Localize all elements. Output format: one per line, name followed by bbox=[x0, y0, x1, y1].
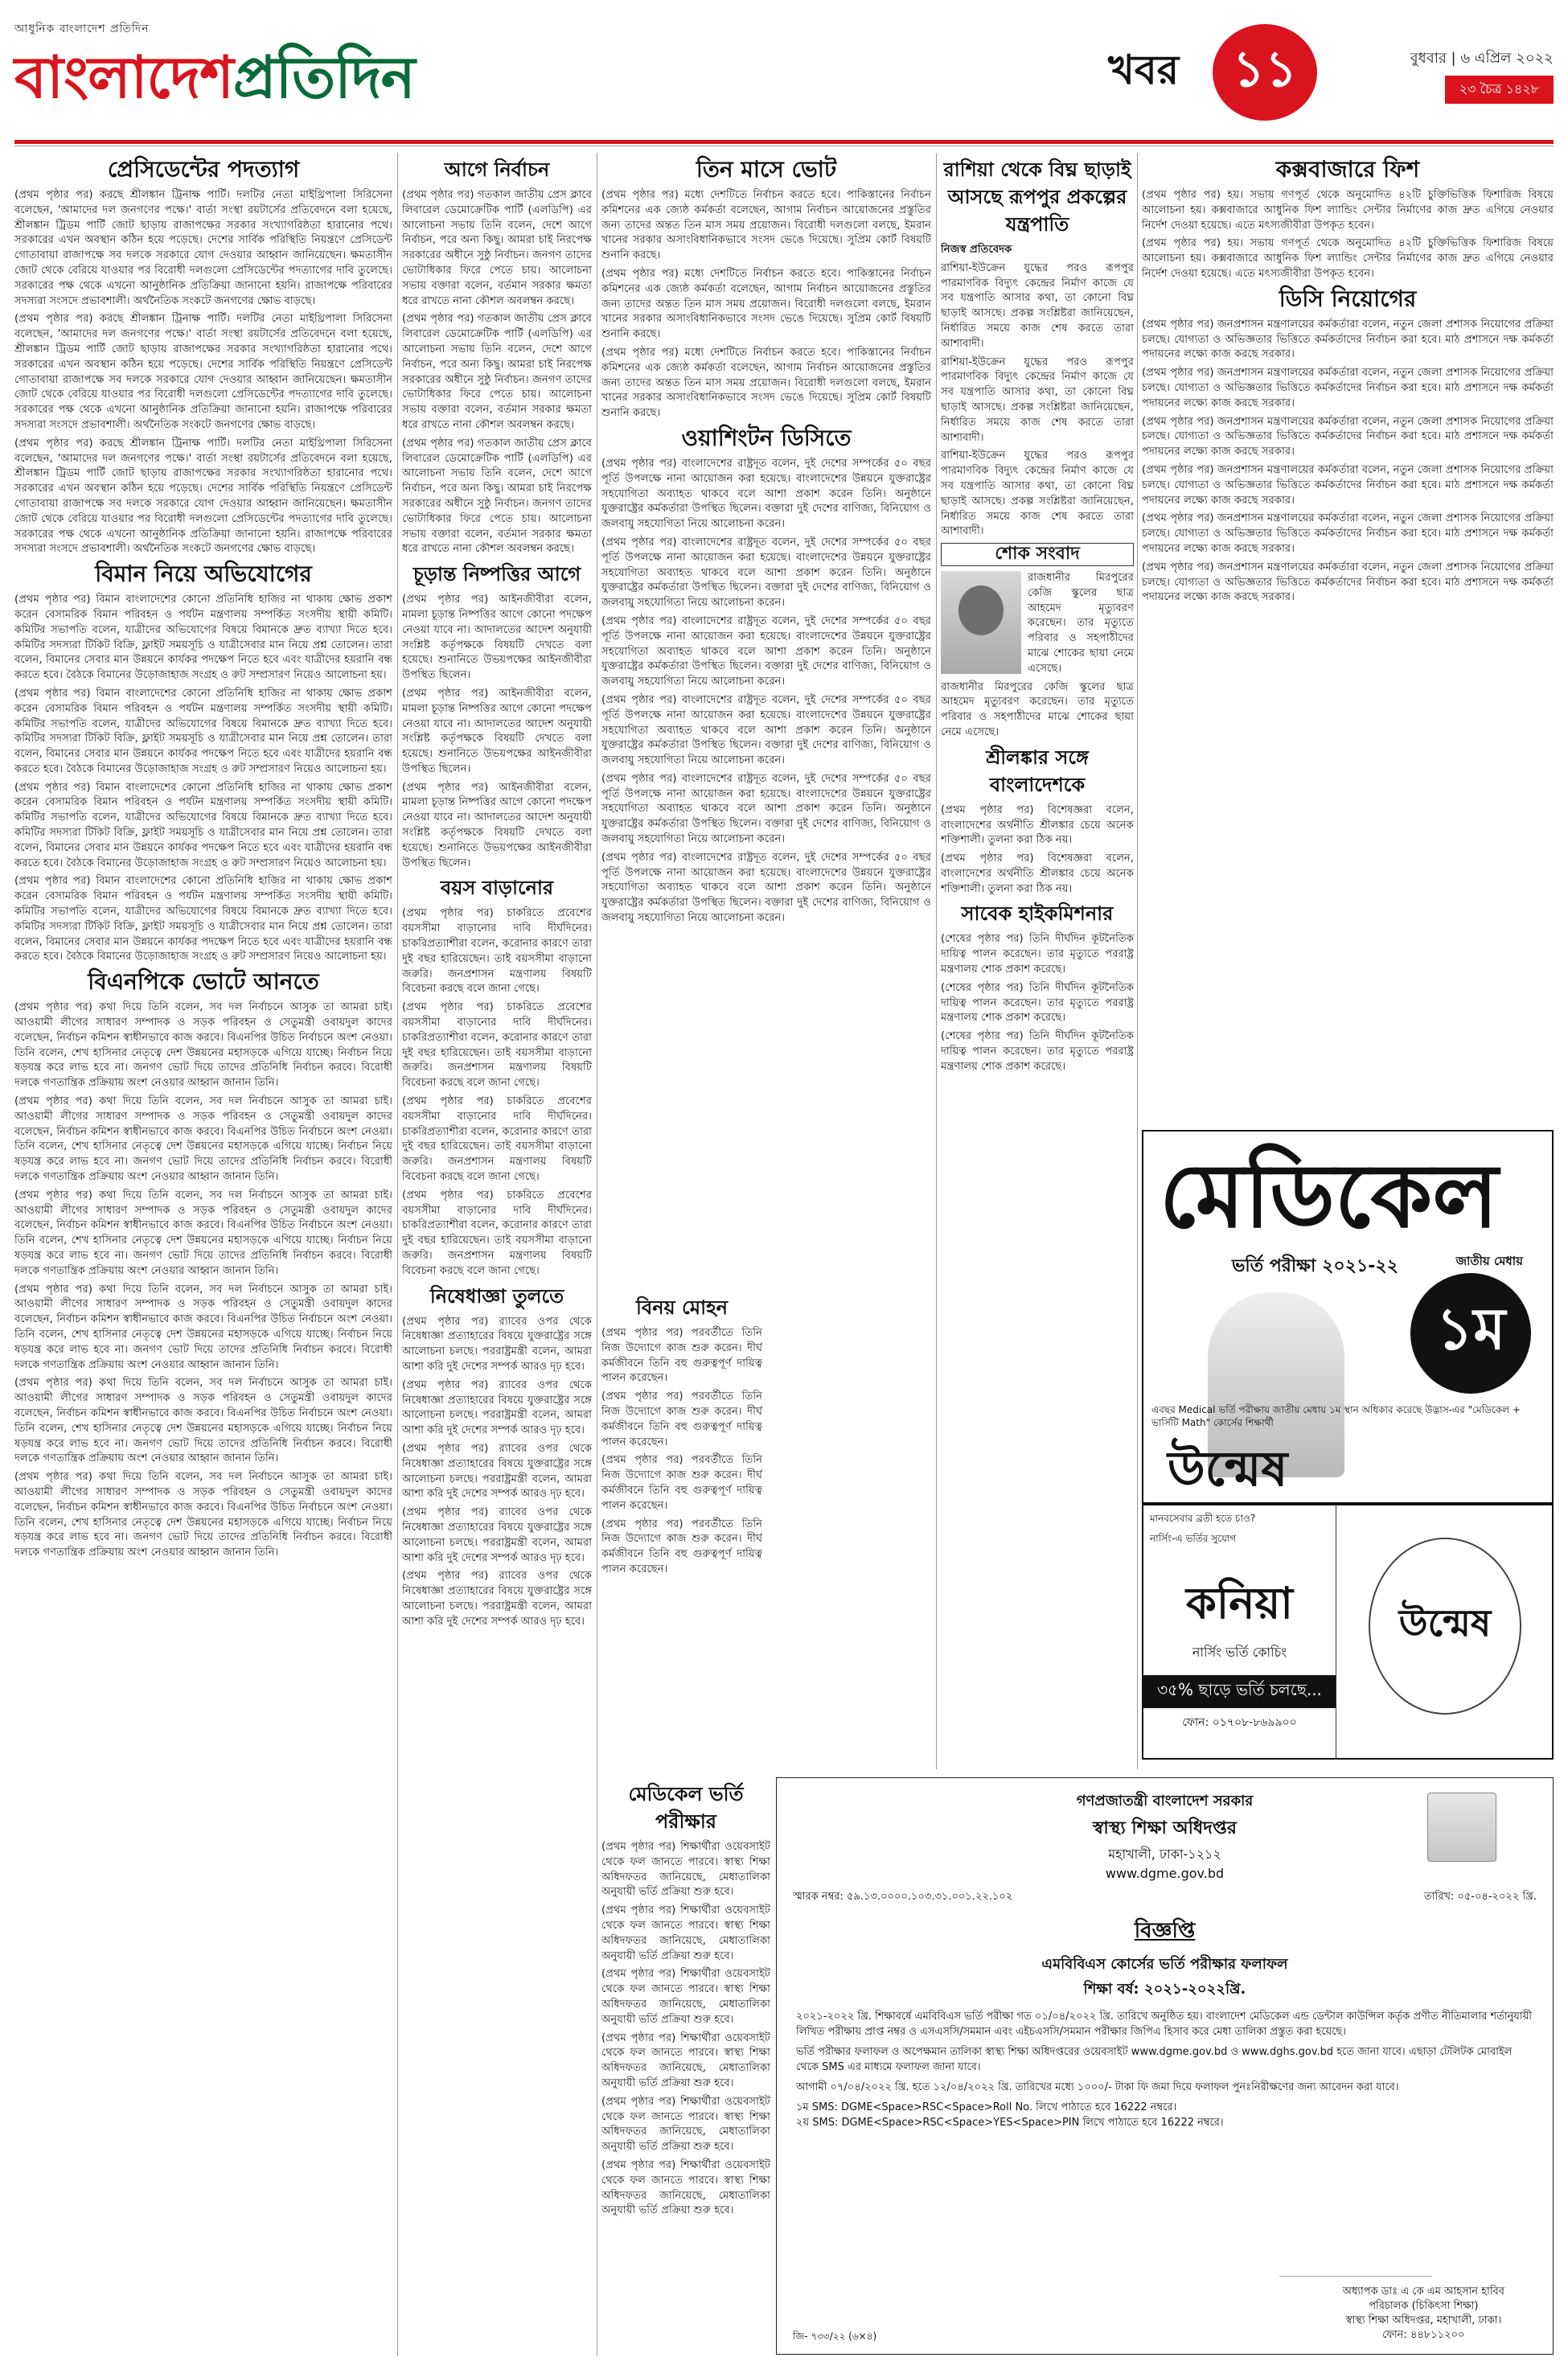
article-text: (প্রথম পৃষ্ঠার পর) কথা দিয়ে তিনি বলেন, সব দল নির্বাচনে আসুক তা আমরা চাই। আওয়ামী লীগের সাধারণ সম্পাদক ও সড়ক পরিবহন ও সেতুমন্ত্রী ওবায়দুল কাদের বলেছেন, নির্বাচন কমিশন স্বাধীনভাবে কাজ করবে। বিএনপির উচিত নির্বাচনে অংশ নেওয়া। তিনি বলেন, শেখ হাসিনার নেতৃত্বে দেশ উন্নয়নের মহাসড়কে এগিয়ে যাচ্ছে। নির্বাচন নিয়ে ষড়যন্ত্র করে লাভ হবে না। জনগণ ভোট দিয়ে তাদের প্রতিনিধি নির্বাচন করবে। বিরোধী দলকে গণতান্ত্রিক প্রক্রিয়ায় অংশ নেওয়ার আহ্বান জানান তিনি। bbox=[14, 1283, 392, 1371]
article-text: (প্রথম পৃষ্ঠার পর) কথা দিয়ে তিনি বলেন, সব দল নির্বাচনে আসুক তা আমরা চাই। আওয়ামী লীগের সাধারণ সম্পাদক ও সড়ক পরিবহন ও সেতুমন্ত্রী ওবায়দুল কাদের বলেছেন, নির্বাচন কমিশন স্বাধীনভাবে কাজ করবে। বিএনপির উচিত নির্বাচনে অংশ নেওয়া। তিনি বলেন, শেখ হাসিনার নেতৃত্বে দেশ উন্নয়নের মহাসড়কে এগিয়ে যাচ্ছে। নির্বাচন নিয়ে ষড়যন্ত্র করে লাভ হবে না। জনগণ ভোট দিয়ে তাদের প্রতিনিধি নির্বাচন করবে। বিরোধী দলকে গণতান্ত্রিক প্রক্রিয়ায় অংশ নেওয়ার আহ্বান জানান তিনি। bbox=[14, 1001, 392, 1090]
headline-medical-admission: মেডিকেল ভর্তি পরীক্ষার bbox=[628, 1782, 744, 1833]
article-text: (প্রথম পৃষ্ঠার পর) বাংলাদেশের রাষ্ট্রদূত বলেন, দুই দেশের সম্পর্কের ৫০ বছর পূর্তি উপলক্ষে নানা আয়োজন করা হয়েছে। বাংলাদেশের উন্নয়নে যুক্তরাষ্ট্রের সহযোগিতা অব্যাহত থাকবে বলে আশা প্রকাশ করেন তিনি। অনুষ্ঠানে যুক্তরাষ্ট্রের কর্মকর্তারা উপস্থিত ছিলেন। বক্তারা দুই দেশের বাণিজ্য, বিনিয়োগ ও জলবায়ু সহযোগিতা নিয়ে আলোচনা করেন। bbox=[601, 536, 931, 610]
article-text: (প্রথম পৃষ্ঠার পর) বাংলাদেশের রাষ্ট্রদূত বলেন, দুই দেশের সম্পর্কের ৫০ বছর পূর্তি উপলক্ষে নানা আয়োজন করা হয়েছে। বাংলাদেশের উন্নয়নে যুক্তরাষ্ট্রের সহযোগিতা অব্যাহত থাকবে বলে আশা প্রকাশ করেন তিনি। অনুষ্ঠানে যুক্তরাষ্ট্রের কর্মকর্তারা উপস্থিত ছিলেন। বক্তারা দুই দেশের বাণিজ্য, বিনিয়োগ ও জলবায়ু সহযোগিতা নিয়ে আলোচনা করেন। bbox=[601, 693, 931, 767]
nursing-ad-text: নার্সিং-এ ভর্তির সুযোগ bbox=[1150, 1533, 1237, 1544]
rank-badge: ১ম bbox=[1410, 1273, 1531, 1394]
column-3-lower bbox=[601, 1291, 762, 1773]
date-bangla: ২৩ চৈত্র ১৪২৮ bbox=[1445, 76, 1554, 104]
article-text: (প্রথম পৃষ্ঠার পর) কথা দিয়ে তিনি বলেন, সব দল নির্বাচনে আসুক তা আমরা চাই। আওয়ামী লীগের সাধারণ সম্পাদক ও সড়ক পরিবহন ও সেতুমন্ত্রী ওবায়দুল কাদের বলেছেন, নির্বাচন কমিশন স্বাধীনভাবে কাজ করবে। বিএনপির উচিত নির্বাচনে অংশ নেওয়া। তিনি বলেন, শেখ হাসিনার নেতৃত্বে দেশ উন্নয়নের মহাসড়কে এগিয়ে যাচ্ছে। নির্বাচন নিয়ে ষড়যন্ত্র করে লাভ হবে না। জনগণ ভোট দিয়ে তাদের প্রতিনিধি নির্বাচন করবে। বিরোধী দলকে গণতান্ত্রিক প্রক্রিয়ায় অংশ নেওয়ার আহ্বান জানান তিনি। bbox=[14, 1095, 392, 1184]
article-text: (প্রথম পৃষ্ঠার পর) গতকাল জাতীয় প্রেস ক্লাবে লিবারেল ডেমোক্রেটিক পার্টি (এলডিপি) এর আলোচনা সভায় তিনি বলেন, দেশে আগে নির্বাচন, পরে অন্য কিছু। আমরা চাই নিরপেক্ষ সরকারের অধীনে সুষ্ঠু নির্বাচন। জনগণ তাদের ভোটাধিকার ফিরে পেতে চায়। আলোচনা সভায় বক্তারা বলেন, বর্তমান সরকার ক্ষমতা ধরে রাখতে নানা কৌশল অবলম্বন করছে। bbox=[402, 189, 592, 307]
masthead-top-text: আধুনিক বাংলাদেশ প্রতিদিন bbox=[14, 23, 150, 35]
article-text: (প্রথম পৃষ্ঠার পর) শিক্ষার্থীরা ওয়েবসাইট থেকে ফল জানতে পারবে। স্বাস্থ্য শিক্ষা অধিদফতর জানিয়েছে, মেধাতালিকা অনুযায়ী ভর্তি প্রক্রিয়া শুরু হবে। bbox=[601, 1968, 770, 2026]
nursing-ad-right bbox=[1336, 1505, 1552, 1758]
notice-signer-block bbox=[1343, 2285, 1504, 2343]
notice-body bbox=[777, 2002, 1553, 2137]
column-divider bbox=[397, 153, 398, 2356]
article-text: (প্রথম পৃষ্ঠার পর) বিমান বাংলাদেশের কোনো প্রতিনিধি হাজির না থাকায় ক্ষোভ প্রকাশ করেন বেসামরিক বিমান পরিবহন ও পর্যটন মন্ত্রণালয় সম্পর্কিত সংসদীয় স্থায়ী কমিটি। কমিটির সভাপতি বলেন, যাত্রীদের অভিযোগের বিষয়ে বিমানকে দ্রুত ব্যাখ্যা দিতে হবে। কমিটির সদস্যরা টিকিট বিক্রি, ফ্লাইট সময়সূচি ও যাত্রীসেবার মান নিয়ে প্রশ্ন তোলেন। তারা বলেন, বিমানের সেবার মান উন্নয়নে কার্যকর পদক্ষেপ নিতে হবে এবং যাত্রীদের হয়রানি বন্ধ করতে হবে। বৈঠকে বিমানের উড়োজাহাজ সংগ্রহ ও রুট সম্প্রসারণ নিয়েও আলোচনা হয়। bbox=[14, 781, 392, 869]
article-text: (প্রথম পৃষ্ঠার পর) শিক্ষার্থীরা ওয়েবসাইট থেকে ফল জানতে পারবে। স্বাস্থ্য শিক্ষা অধিদফতর জানিয়েছে, মেধাতালিকা অনুযায়ী ভর্তি প্রক্রিয়া শুরু হবে। bbox=[601, 1841, 770, 1899]
newspaper-logo: বাংলাদেশপ্রতিদিন bbox=[14, 43, 415, 111]
article-text: (প্রথম পৃষ্ঠার পর) কথা দিয়ে তিনি বলেন, সব দল নির্বাচনে আসুক তা আমরা চাই। আওয়ামী লীগের সাধারণ সম্পাদক ও সড়ক পরিবহন ও সেতুমন্ত্রী ওবায়দুল কাদের বলেছেন, নির্বাচন কমিশন স্বাধীনভাবে কাজ করবে। বিএনপির উচিত নির্বাচনে অংশ নেওয়া। তিনি বলেন, শেখ হাসিনার নেতৃত্বে দেশ উন্নয়নের মহাসড়কে এগিয়ে যাচ্ছে। নির্বাচন নিয়ে ষড়যন্ত্র করে লাভ হবে না। জনগণ ভোট দিয়ে তাদের প্রতিনিধি নির্বাচন করবে। বিরোধী দলকে গণতান্ত্রিক প্রক্রিয়ায় অংশ নেওয়ার আহ্বান জানান তিনি। bbox=[14, 1471, 392, 1559]
brand-emblem: উন্মেষ bbox=[1369, 1538, 1521, 1715]
nursing-offer: ৩৫% ছাড়ে ভর্তি চলছে... bbox=[1143, 1675, 1336, 1708]
article-text: (প্রথম পৃষ্ঠার পর) জনপ্রশাসন মন্ত্রণালয়ের কর্মকর্তারা বলেন, নতুন জেলা প্রশাসক নিয়োগের প্রক্রিয়া চলছে। যোগ্যতা ও অভিজ্ঞতার ভিত্তিতে কর্মকর্তাদের নির্বাচন করা হবে। মাঠ প্রশাসনে দক্ষ কর্মকর্তা পদায়নের লক্ষ্যে কাজ করছে সরকার। bbox=[1142, 512, 1554, 555]
notice-signer-org: স্বাস্থ্য শিক্ষা অধিদপ্তর, মহাখালী, ঢাকা। bbox=[1345, 2314, 1502, 2327]
article-text: (প্রথম পৃষ্ঠার পর) বিমান বাংলাদেশের কোনো প্রতিনিধি হাজির না থাকায় ক্ষোভ প্রকাশ করেন বেসামরিক বিমান পরিবহন ও পর্যটন মন্ত্রণালয় সম্পর্কিত সংসদীয় স্থায়ী কমিটি। কমিটির সভাপতি বলেন, যাত্রীদের অভিযোগের বিষয়ে বিমানকে দ্রুত ব্যাখ্যা দিতে হবে। কমিটির সদস্যরা টিকিট বিক্রি, ফ্লাইট সময়সূচি ও যাত্রীসেবার মান নিয়ে প্রশ্ন তোলেন। তারা বলেন, বিমানের সেবার মান উন্নয়নে কার্যকর পদক্ষেপ নিতে হবে এবং যাত্রীদের হয়রানি বন্ধ করতে হবে। বৈঠকে বিমানের উড়োজাহাজ সংগ্রহ ও রুট সম্প্রসারণ নিয়েও আলোচনা হয়। bbox=[14, 594, 392, 682]
article-text: (প্রথম পৃষ্ঠার পর) বিমান বাংলাদেশের কোনো প্রতিনিধি হাজির না থাকায় ক্ষোভ প্রকাশ করেন বেসামরিক বিমান পরিবহন ও পর্যটন মন্ত্রণালয় সম্পর্কিত সংসদীয় স্থায়ী কমিটি। কমিটির সভাপতি বলেন, যাত্রীদের অভিযোগের বিষয়ে বিমানকে দ্রুত ব্যাখ্যা দিতে হবে। কমিটির সদস্যরা টিকিট বিক্রি, ফ্লাইট সময়সূচি ও যাত্রীসেবার মান নিয়ে প্রশ্ন তোলেন। তারা বলেন, বিমানের সেবার মান উন্নয়নে কার্যকর পদক্ষেপ নিতে হবে এবং যাত্রীদের হয়রানি বন্ধ করতে হবে। বৈঠকে বিমানের উড়োজাহাজ সংগ্রহ ও রুট সম্প্রসারণ নিয়েও আলোচনা হয়। bbox=[14, 875, 392, 963]
headline-biman: বিমান নিয়ে অভিযোগের bbox=[95, 561, 312, 588]
headline-age-increase: বয়স বাড়ানোর bbox=[440, 876, 554, 900]
article-text: (প্রথম পৃষ্ঠার পর) আইনজীবীরা বলেন, মামলা চূড়ান্ত নিষ্পত্তির আগে কোনো পদক্ষেপ নেওয়া যাবে না। আদালতের আদেশ অনুযায়ী সংশ্লিষ্ট কর্তৃপক্ষকে বিষয়টি দেখতে বলা হয়েছে। শুনানিতে উভয়পক্ষের আইনজীবীরা উপস্থিত ছিলেন। bbox=[402, 781, 592, 869]
article-text: (প্রথম পৃষ্ঠার পর) বাংলাদেশের রাষ্ট্রদূত বলেন, দুই দেশের সম্পর্কের ৫০ বছর পূর্তি উপলক্ষে নানা আয়োজন করা হয়েছে। বাংলাদেশের উন্নয়নে যুক্তরাষ্ট্রের সহযোগিতা অব্যাহত থাকবে বলে আশা প্রকাশ করেন তিনি। অনুষ্ঠানে যুক্তরাষ্ট্রের কর্মকর্তারা উপস্থিত ছিলেন। বক্তারা দুই দেশের বাণিজ্য, বিনিয়োগ ও জলবায়ু সহযোগিতা নিয়ে আলোচনা করেন। bbox=[601, 772, 931, 846]
notice-address: মহাখালী, ঢাকা-১২১২ bbox=[1108, 1846, 1221, 1862]
nursing-coaching-ad[interactable] bbox=[1142, 1504, 1554, 1760]
article-text: (শেষের পৃষ্ঠার পর) তিনি দীর্ঘদিন কূটনৈতিক দায়িত্ব পালন করেছেন। তার মৃত্যুতে পররাষ্ট্র মন্ত্রণালয় শোক প্রকাশ করেছে। bbox=[941, 933, 1134, 976]
article-text: (প্রথম পৃষ্ঠার পর) চাকরিতে প্রবেশের বয়সসীমা বাড়ানোর দাবি দীর্ঘদিনের। চাকরিপ্রত্যাশীরা বলেন, করোনার কারণে তারা দুই বছর হারিয়েছেন। তাই বয়সসীমা বাড়ানো জরুরি। জনপ্রশাসন মন্ত্রণালয় বিষয়টি বিবেচনা করছে বলে জানা গেছে। bbox=[402, 1001, 592, 1090]
article-text: (শেষের পৃষ্ঠার পর) তিনি দীর্ঘদিন কূটনৈতিক দায়িত্ব পালন করেছেন। তার মৃত্যুতে পররাষ্ট্র মন্ত্রণালয় শোক প্রকাশ করেছে। bbox=[941, 1030, 1134, 1073]
article-text: (প্রথম পৃষ্ঠার পর) পরবর্তীতে তিনি নিজ উদ্যোগে কাজ শুরু করেন। দীর্ঘ কর্মজীবনে তিনি বহু গুরুত্বপূর্ণ দায়িত্ব পালন করেছেন। bbox=[601, 1518, 762, 1575]
article-text: (প্রথম পৃষ্ঠার পর) আইনজীবীরা বলেন, মামলা চূড়ান্ত নিষ্পত্তির আগে কোনো পদক্ষেপ নেওয়া যাবে না। আদালতের আদেশ অনুযায়ী সংশ্লিষ্ট কর্তৃপক্ষকে বিষয়টি দেখতে বলা হয়েছে। শুনানিতে উভয়পক্ষের আইনজীবীরা উপস্থিত ছিলেন। bbox=[402, 687, 592, 775]
ad-title: মেডিকেল bbox=[1160, 1144, 1499, 1247]
notice-paragraph: ২০২১-২০২২ খ্রি. শিক্ষাবর্ষে এমবিবিএস ভর্তি পরীক্ষা গত ০১/০৪/২০২২ খ্রি. তারিখে অনুষ্ঠিত হয়। বাংলাদেশ মেডিকেল এন্ড ডেন্টাল কাউন্সিল কর্তৃক প্রণীত নীতিমালার শর্তানুযায়ী লিখিত পরীক্ষায় প্রাপ্ত নম্বর ও এসএসসি/সমমান এবং এইচএসসি/সমমান পরীক্ষার জিপিএ হিসাব করে মেধা তালিকা প্রস্তুত করা হয়েছে। bbox=[796, 2011, 1532, 2038]
byline: নিজস্ব প্রতিবেদক bbox=[941, 244, 1012, 256]
obituary-text: রাজধানীর মিরপুরের কেজি স্কুলের ছাত্র আহমেদ মৃত্যুবরণ করেছেন। তার মৃত্যুতে পরিবার ও সহপাঠীদের মাঝে শোকের ছায়া নেমে এসেছে। bbox=[1028, 571, 1134, 675]
medical-coaching-ad[interactable] bbox=[1142, 1130, 1554, 1504]
notice-ref: জি- ৭৩৩/২২ (৬×৪) bbox=[793, 2331, 877, 2342]
article-text: (প্রথম পৃষ্ঠার পর) পরবর্তীতে তিনি নিজ উদ্যোগে কাজ শুরু করেন। দীর্ঘ কর্মজীবনে তিনি বহু গুরুত্বপূর্ণ দায়িত্ব পালন করেছেন। bbox=[601, 1327, 762, 1385]
article-text: (প্রথম পৃষ্ঠার পর) বাংলাদেশের রাষ্ট্রদূত বলেন, দুই দেশের সম্পর্কের ৫০ বছর পূর্তি উপলক্ষে নানা আয়োজন করা হয়েছে। বাংলাদেশের উন্নয়নে যুক্তরাষ্ট্রের সহযোগিতা অব্যাহত থাকবে বলে আশা প্রকাশ করেন তিনি। অনুষ্ঠানে যুক্তরাষ্ট্রের কর্মকর্তারা উপস্থিত ছিলেন। বক্তারা দুই দেশের বাণিজ্য, বিনিয়োগ ও জলবায়ু সহযোগিতা নিয়ে আলোচনা করেন। bbox=[601, 851, 931, 925]
article-text: (প্রথম পৃষ্ঠার পর) জনপ্রশাসন মন্ত্রণালয়ের কর্মকর্তারা বলেন, নতুন জেলা প্রশাসক নিয়োগের প্রক্রিয়া চলছে। যোগ্যতা ও অভিজ্ঞতার ভিত্তিতে কর্মকর্তাদের নির্বাচন করা হবে। মাঠ প্রশাসনে দক্ষ কর্মকর্তা পদায়নের লক্ষ্যে কাজ করছে সরকার। bbox=[1142, 415, 1554, 458]
article-text: (প্রথম পৃষ্ঠার পর) জনপ্রশাসন মন্ত্রণালয়ের কর্মকর্তারা বলেন, নতুন জেলা প্রশাসক নিয়োগের প্রক্রিয়া চলছে। যোগ্যতা ও অভিজ্ঞতার ভিত্তিতে কর্মকর্তাদের নির্বাচন করা হবে। মাঠ প্রশাসনে দক্ষ কর্মকর্তা পদায়নের লক্ষ্যে কাজ করছে সরকার। bbox=[1142, 463, 1554, 507]
article-text: (প্রথম পৃষ্ঠার পর) মধ্যে দেশটিতে নির্বাচন করতে হবে। পাকিস্তানের নির্বাচন কমিশনের এক জ্যেষ্ঠ কর্মকর্তা বলেছেন, আগাম নির্বাচন আয়োজনের প্রস্তুতির জন্য তাদের অন্তত তিন মাস সময় প্রয়োজন। বিরোধী দলগুলো বলছে, ইমরান খানের সরকার অসাংবিধানিকভাবে সংসদ ভেঙে দিয়েছে। সুপ্রিম কোর্ট বিষয়টি শুনানি করছে। bbox=[601, 346, 931, 420]
nursing-brand-sub: নার্সিং ভর্তি কোচিং bbox=[1192, 1645, 1287, 1660]
headline-binoy-mohon: বিনয় মোহন bbox=[636, 1296, 728, 1319]
headline-high-commissioner: সাবেক হাইকমিশনার bbox=[961, 902, 1114, 926]
notice-title: বিজ্ঞপ্তি bbox=[1134, 1919, 1196, 1943]
headline-president-resignation: প্রেসিডেন্টের পদত্যাগ bbox=[107, 156, 300, 183]
column-divider bbox=[936, 153, 937, 1769]
rank-label: জাতীয় মেধায় bbox=[1455, 1254, 1523, 1268]
article-text: (প্রথম পৃষ্ঠার পর) জনপ্রশাসন মন্ত্রণালয়ের কর্মকর্তারা বলেন, নতুন জেলা প্রশাসক নিয়োগের প্রক্রিয়া চলছে। যোগ্যতা ও অভিজ্ঞতার ভিত্তিতে কর্মকর্তাদের নির্বাচন করা হবে। মাঠ প্রশাসনে দক্ষ কর্মকর্তা পদায়নের লক্ষ্যে কাজ করছে সরকার। bbox=[1142, 318, 1554, 361]
notice-subject: এমবিবিএস কোর্সের ভর্তি পরীক্ষার ফলাফল bbox=[1041, 1956, 1288, 1973]
headline-rooppur: রাশিয়া থেকে বিঘ্ন ছাড়াই আসছে রূপপুর প্রকল্পের যন্ত্রপাতি bbox=[943, 158, 1131, 236]
article-text: (প্রথম পৃষ্ঠার পর) র‍্যাবের ওপর থেকে নিষেধাজ্ঞা প্রত্যাহারের বিষয়ে যুক্তরাষ্ট্রের সঙ্গে আলোচনা চলছে। পররাষ্ট্রমন্ত্রী বলেন, আমরা আশা করি দুই দেশের সম্পর্ক আরও দৃঢ় হবে। bbox=[402, 1570, 592, 1628]
article-text: (প্রথম পৃষ্ঠার পর) বাংলাদেশের রাষ্ট্রদূত বলেন, দুই দেশের সম্পর্কের ৫০ বছর পূর্তি উপলক্ষে নানা আয়োজন করা হয়েছে। বাংলাদেশের উন্নয়নে যুক্তরাষ্ট্রের সহযোগিতা অব্যাহত থাকবে বলে আশা প্রকাশ করেন তিনি। অনুষ্ঠানে যুক্তরাষ্ট্রের কর্মকর্তারা উপস্থিত ছিলেন। বক্তারা দুই দেশের বাণিজ্য, বিনিয়োগ ও জলবায়ু সহযোগিতা নিয়ে আলোচনা করেন। bbox=[601, 457, 931, 531]
article-text: (প্রথম পৃষ্ঠার পর) র‍্যাবের ওপর থেকে নিষেধাজ্ঞা প্রত্যাহারের বিষয়ে যুক্তরাষ্ট্রের সঙ্গে আলোচনা চলছে। পররাষ্ট্রমন্ত্রী বলেন, আমরা আশা করি দুই দেশের সম্পর্ক আরও দৃঢ় হবে। bbox=[402, 1315, 592, 1373]
article-text: (প্রথম পৃষ্ঠার পর) গতকাল জাতীয় প্রেস ক্লাবে লিবারেল ডেমোক্রেটিক পার্টি (এলডিপি) এর আলোচনা সভায় তিনি বলেন, দেশে আগে নির্বাচন, পরে অন্য কিছু। আমরা চাই নিরপেক্ষ সরকারের অধীনে সুষ্ঠু নির্বাচন। জনগণ তাদের ভোটাধিকার ফিরে পেতে চায়। আলোচনা সভায় বক্তারা বলেন, বর্তমান সরকার ক্ষমতা ধরে রাখতে নানা কৌশল অবলম্বন করছে। bbox=[402, 437, 592, 556]
page-number-badge: ১১ bbox=[1213, 24, 1317, 121]
headline-three-months-vote: তিন মাসে ভোট bbox=[696, 156, 837, 183]
article-text: (প্রথম পৃষ্ঠার পর) বিশেষজ্ঞরা বলেন, বাংলাদেশের অর্থনীতি শ্রীলঙ্কার চেয়ে অনেক শক্তিশালী। তুলনা করা ঠিক নয়। bbox=[941, 852, 1134, 895]
nursing-ad-left bbox=[1143, 1505, 1336, 1758]
notice-sms: ১ম SMS: DGME<Space>RSC<Space>Roll No. লিখে পাঠাতে হবে 16222 নম্বরে। bbox=[796, 2101, 1177, 2113]
nursing-ad-text: মানবসেবার ব্রতী হতে চাও? bbox=[1150, 1513, 1256, 1524]
article-text: (প্রথম পৃষ্ঠার পর) র‍্যাবের ওপর থেকে নিষেধাজ্ঞা প্রত্যাহারের বিষয়ে যুক্তরাষ্ট্রের সঙ্গে আলোচনা চলছে। পররাষ্ট্রমন্ত্রী বলেন, আমরা আশা করি দুই দেশের সম্পর্ক আরও দৃঢ় হবে। bbox=[402, 1378, 592, 1437]
article-text: (প্রথম পৃষ্ঠার পর) আইনজীবীরা বলেন, মামলা চূড়ান্ত নিষ্পত্তির আগে কোনো পদক্ষেপ নেওয়া যাবে না। আদালতের আদেশ অনুযায়ী সংশ্লিষ্ট কর্তৃপক্ষকে বিষয়টি দেখতে বলা হয়েছে। শুনানিতে উভয়পক্ষের আইনজীবীরা উপস্থিত ছিলেন। bbox=[402, 594, 592, 682]
headline-srilanka: শ্রীলঙ্কার সঙ্গে বাংলাদেশকে bbox=[986, 745, 1089, 796]
headline-final-settlement: চূড়ান্ত নিষ্পত্তির আগে bbox=[413, 562, 581, 586]
article-text: (প্রথম পৃষ্ঠার পর) শিক্ষার্থীরা ওয়েবসাইট থেকে ফল জানতে পারবে। স্বাস্থ্য শিক্ষা অধিদফতর জানিয়েছে, মেধাতালিকা অনুযায়ী ভর্তি প্রক্রিয়া শুরু হবে। bbox=[601, 2158, 770, 2217]
masthead-rule bbox=[14, 140, 1554, 144]
obituary-photo bbox=[941, 571, 1021, 674]
notice-sms: ২য় SMS: DGME<Space>RSC<Space>YES<Space>PIN লিখে পাঠাতে হবে 16222 নম্বরে। bbox=[796, 2117, 1224, 2129]
article-text: (প্রথম পৃষ্ঠার পর) পরবর্তীতে তিনি নিজ উদ্যোগে কাজ শুরু করেন। দীর্ঘ কর্মজীবনে তিনি বহু গুরুত্বপূর্ণ দায়িত্ব পালন করেছেন। bbox=[601, 1390, 762, 1448]
column-2 bbox=[402, 153, 592, 2356]
article-text: (প্রথম পৃষ্ঠার পর) পরবর্তীতে তিনি নিজ উদ্যোগে কাজ শুরু করেন। দীর্ঘ কর্মজীবনে তিনি বহু গুরুত্বপূর্ণ দায়িত্ব পালন করেছেন। bbox=[601, 1454, 762, 1512]
headline-election-first: আগে নির্বাচন bbox=[444, 158, 550, 181]
article-text: রাশিয়া-ইউক্রেন যুদ্ধের পরও রূপপুর পারমাণবিক বিদ্যুৎ কেন্দ্রের নির্মাণ কাজে যে সব যন্ত্রপাতি আসার কথা, তা কোনো বিঘ্ন ছাড়াই আসছে। প্রকল্প সংশ্লিষ্টরা জানিয়েছেন, নির্ধারিত সময়ে কাজ শেষ করতে তারা আশাবাদী। bbox=[941, 450, 1134, 538]
ad-subtitle: ভর্তি পরীক্ষা ২০২১-২২ bbox=[1232, 1256, 1398, 1276]
article-text: (প্রথম পৃষ্ঠার পর) চাকরিতে প্রবেশের বয়সসীমা বাড়ানোর দাবি দীর্ঘদিনের। চাকরিপ্রত্যাশীরা বলেন, করোনার কারণে তারা দুই বছর হারিয়েছেন। তাই বয়সসীমা বাড়ানো জরুরি। জনপ্রশাসন মন্ত্রণালয় বিষয়টি বিবেচনা করছে বলে জানা গেছে। bbox=[402, 1189, 592, 1277]
headline-coxsbazar-fish: কক্সবাজারে ফিশ bbox=[1275, 156, 1420, 183]
emblem-icon bbox=[1427, 1793, 1496, 1862]
article-text: (প্রথম পৃষ্ঠার পর) বিশেষজ্ঞরা বলেন, বাংলাদেশের অর্থনীতি শ্রীলঙ্কার চেয়ে অনেক শক্তিশালী। তুলনা করা ঠিক নয়। bbox=[941, 803, 1134, 847]
article-text: (প্রথম পৃষ্ঠার পর) গতকাল জাতীয় প্রেস ক্লাবে লিবারেল ডেমোক্রেটিক পার্টি (এলডিপি) এর আলোচনা সভায় তিনি বলেন, দেশে আগে নির্বাচন, পরে অন্য কিছু। আমরা চাই নিরপেক্ষ সরকারের অধীনে সুষ্ঠু নির্বাচন। জনগণ তাদের ভোটাধিকার ফিরে পেতে চায়। আলোচনা সভায় বক্তারা বলেন, বর্তমান সরকার ক্ষমতা ধরে রাখতে নানা কৌশল অবলম্বন করছে। bbox=[402, 313, 592, 431]
article-text: (প্রথম পৃষ্ঠার পর) করছে শ্রীলঙ্কান ট্রিনাক্ষ পার্টি। দলটির নেতা মাইথ্রিপালা সিরিসেনা বলেছেন, 'আমাদের দল জনগণের পক্ষে।' বার্তা সংস্থা রয়টার্সের প্রতিবেদনে বলা হয়েছে, শ্রীলঙ্কান ট্রিডম পার্টি জোট ছাড়ায় রাজাপক্ষের সরকার সংখ্যাগরিষ্ঠতা হারানোর পথে। সরকারের এখন অবস্থান কঠিন হয়ে পড়েছে। দেশের সার্বিক পরিস্থিতি নিয়ন্ত্রণে প্রেসিডেন্ট গোতাবায়া রাজাপক্ষে সব দলকে সরকারে যোগ দেওয়ার আহ্বান জানিয়েছেন। ক্ষমতাসীন জোট থেকে বেরিয়ে যাওয়ার পর বিরোধী দলগুলো প্রেসিডেন্টের পদত্যাগের দাবি তুলেছে। সরকারের পক্ষ থেকে এখনো আনুষ্ঠানিক প্রতিক্রিয়া জানানো হয়নি। রাজাপক্ষে পরিবারের সদস্যরা সংসদে প্রভাবশালী। অর্থনৈতিক সংকটে জনগণের ক্ষোভ বাড়ছে। bbox=[14, 189, 392, 307]
article-text: (প্রথম পৃষ্ঠার পর) শিক্ষার্থীরা ওয়েবসাইট থেকে ফল জানতে পারবে। স্বাস্থ্য শিক্ষা অধিদফতর জানিয়েছে, মেধাতালিকা অনুযায়ী ভর্তি প্রক্রিয়া শুরু হবে। bbox=[601, 2031, 770, 2089]
article-text: (প্রথম পৃষ্ঠার পর) জনপ্রশাসন মন্ত্রণালয়ের কর্মকর্তারা বলেন, নতুন জেলা প্রশাসক নিয়োগের প্রক্রিয়া চলছে। যোগ্যতা ও অভিজ্ঞতার ভিত্তিতে কর্মকর্তাদের নির্বাচন করা হবে। মাঠ প্রশাসনে দক্ষ কর্মকর্তা পদায়নের লক্ষ্যে কাজ করছে সরকার। bbox=[1142, 561, 1554, 604]
government-notice bbox=[776, 1777, 1554, 2355]
article-text: (প্রথম পৃষ্ঠার পর) চাকরিতে প্রবেশের বয়সসীমা বাড়ানোর দাবি দীর্ঘদিনের। চাকরিপ্রত্যাশীরা বলেন, করোনার কারণে তারা দুই বছর হারিয়েছেন। তাই বয়সসীমা বাড়ানো জরুরি। জনপ্রশাসন মন্ত্রণালয় বিষয়টি বিবেচনা করছে বলে জানা গেছে। bbox=[402, 1095, 592, 1184]
article-text: (শেষের পৃষ্ঠার পর) তিনি দীর্ঘদিন কূটনৈতিক দায়িত্ব পালন করেছেন। তার মৃত্যুতে পররাষ্ট্র মন্ত্রণালয় শোক প্রকাশ করেছে। bbox=[941, 981, 1134, 1025]
article-text: (প্রথম পৃষ্ঠার পর) করছে শ্রীলঙ্কান ট্রিনাক্ষ পার্টি। দলটির নেতা মাইথ্রিপালা সিরিসেনা বলেছেন, 'আমাদের দল জনগণের পক্ষে।' বার্তা সংস্থা রয়টার্সের প্রতিবেদনে বলা হয়েছে, শ্রীলঙ্কান ট্রিডম পার্টি জোট ছাড়ায় রাজাপক্ষের সরকার সংখ্যাগরিষ্ঠতা হারানোর পথে। সরকারের এখন অবস্থান কঠিন হয়ে পড়েছে। দেশের সার্বিক পরিস্থিতি নিয়ন্ত্রণে প্রেসিডেন্ট গোতাবায়া রাজাপক্ষে সব দলকে সরকারে যোগ দেওয়ার আহ্বান জানিয়েছেন। ক্ষমতাসীন জোট থেকে বেরিয়ে যাওয়ার পর বিরোধী দলগুলো প্রেসিডেন্টের পদত্যাগের দাবি তুলেছে। সরকারের পক্ষ থেকে এখনো আনুষ্ঠানিক প্রতিক্রিয়া জানানো হয়নি। রাজাপক্ষে পরিবারের সদস্যরা সংসদে প্রভাবশালী। অর্থনৈতিক সংকটে জনগণের ক্ষোভ বাড়ছে। bbox=[14, 313, 392, 431]
notice-dept: স্বাস্থ্য শিক্ষা অধিদপ্তর bbox=[1093, 1818, 1237, 1838]
article-text: (প্রথম পৃষ্ঠার পর) কথা দিয়ে তিনি বলেন, সব দল নির্বাচনে আসুক তা আমরা চাই। আওয়ামী লীগের সাধারণ সম্পাদক ও সড়ক পরিবহন ও সেতুমন্ত্রী ওবায়দুল কাদের বলেছেন, নির্বাচন কমিশন স্বাধীনভাবে কাজ করবে। বিএনপির উচিত নির্বাচনে অংশ নেওয়া। তিনি বলেন, শেখ হাসিনার নেতৃত্বে দেশ উন্নয়নের মহাসড়কে এগিয়ে যাচ্ছে। নির্বাচন নিয়ে ষড়যন্ত্র করে লাভ হবে না। জনগণ ভোট দিয়ে তাদের প্রতিনিধি নির্বাচন করবে। বিরোধী দলকে গণতান্ত্রিক প্রক্রিয়ায় অংশ নেওয়ার আহ্বান জানান তিনি। bbox=[14, 1189, 392, 1277]
article-text: (প্রথম পৃষ্ঠার পর) হয়। সভায় গণপূর্ত থেকে অনুমোদিত ৪২টি চুক্তিভিত্তিক ফিশারিজ বিষয়ে আলোচনা হয়। কক্সবাজারে আধুনিক ফিশ ল্যান্ডিং সেন্টার নির্মাণের কাজ দ্রুত এগিয়ে নেওয়ার নির্দেশ দেওয়া হয়েছে। এতে মৎস্যজীবীরা উপকৃত হবেন। bbox=[1142, 189, 1554, 232]
column-5 bbox=[1142, 153, 1554, 1122]
article-text: (প্রথম পৃষ্ঠার পর) মধ্যে দেশটিতে নির্বাচন করতে হবে। পাকিস্তানের নির্বাচন কমিশনের এক জ্যেষ্ঠ কর্মকর্তা বলেছেন, আগাম নির্বাচন আয়োজনের প্রস্তুতির জন্য তাদের অন্তত তিন মাস সময় প্রয়োজন। বিরোধী দলগুলো বলছে, ইমরান খানের সরকার অসাংবিধানিকভাবে সংসদ ভেঙে দিয়েছে। সুপ্রিম কোর্ট বিষয়টি শুনানি করছে। bbox=[601, 267, 931, 341]
notice-website[interactable]: www.dgme.gov.bd bbox=[1105, 1866, 1225, 1881]
ad-note: এবছর Medical ভর্তি পরীক্ষায় জাতীয় মেধায় ১ম স্থান অধিকার করেছে উদ্ভাস-এর "মেডিকেল + ভার্সিটি Math" কোর্সের শিক্ষার্থী bbox=[1151, 1404, 1521, 1428]
article-text: (প্রথম পৃষ্ঠার পর) র‍্যাবের ওপর থেকে নিষেধাজ্ঞা প্রত্যাহারের বিষয়ে যুক্তরাষ্ট্রের সঙ্গে আলোচনা চলছে। পররাষ্ট্রমন্ত্রী বলেন, আমরা আশা করি দুই দেশের সম্পর্ক আরও দৃঢ় হবে। bbox=[402, 1442, 592, 1501]
article-text: (প্রথম পৃষ্ঠার পর) বিমান বাংলাদেশের কোনো প্রতিনিধি হাজির না থাকায় ক্ষোভ প্রকাশ করেন বেসামরিক বিমান পরিবহন ও পর্যটন মন্ত্রণালয় সম্পর্কিত সংসদীয় স্থায়ী কমিটি। কমিটির সভাপতি বলেন, যাত্রীদের অভিযোগের বিষয়ে বিমানকে দ্রুত ব্যাখ্যা দিতে হবে। কমিটির সদস্যরা টিকিট বিক্রি, ফ্লাইট সময়সূচি ও যাত্রীসেবার মান নিয়ে প্রশ্ন তোলেন। তারা বলেন, বিমানের সেবার মান উন্নয়নে কার্যকর পদক্ষেপ নিতে হবে এবং যাত্রীদের হয়রানি বন্ধ করতে হবে। বৈঠকে বিমানের উড়োজাহাজ সংগ্রহ ও রুট সম্প্রসারণ নিয়েও আলোচনা হয়। bbox=[14, 687, 392, 775]
notice-session: শিক্ষা বর্ষ: ২০২১-২০২২খ্রি. bbox=[1083, 1981, 1246, 1998]
article-text: (প্রথম পৃষ্ঠার পর) মধ্যে দেশটিতে নির্বাচন করতে হবে। পাকিস্তানের নির্বাচন কমিশনের এক জ্যেষ্ঠ কর্মকর্তা বলেছেন, আগাম নির্বাচন আয়োজনের প্রস্তুতির জন্য তাদের অন্তত তিন মাস সময় প্রয়োজন। বিরোধী দলগুলো বলছে, ইমরান খানের সরকার অসাংবিধানিকভাবে সংসদ ভেঙে দিয়েছে। সুপ্রিম কোর্ট বিষয়টি শুনানি করছে। bbox=[601, 189, 931, 262]
column-3-medical bbox=[601, 1777, 770, 2356]
nursing-brand: কনিয়া bbox=[1186, 1578, 1293, 1629]
notice-paragraph: ভর্তি পরীক্ষার ফলাফল ও অপেক্ষমান তালিকা স্বাস্থ্য শিক্ষা অধিদপ্তরের ওয়েবসাইট www.dgme.gov.bd ও www.dghs.gov.bd হতে জানা যাবে। এছাড়া টেলিটক মোবাইল থেকে SMS এর মাধ্যমে ফলাফল জানা যাবে। bbox=[796, 2046, 1513, 2073]
article-text: (প্রথম পৃষ্ঠার পর) শিক্ষার্থীরা ওয়েবসাইট থেকে ফল জানতে পারবে। স্বাস্থ্য শিক্ষা অধিদফতর জানিয়েছে, মেধাতালিকা অনুযায়ী ভর্তি প্রক্রিয়া শুরু হবে। bbox=[601, 2095, 770, 2154]
article-text: (প্রথম পৃষ্ঠার পর) র‍্যাবের ওপর থেকে নিষেধাজ্ঞা প্রত্যাহারের বিষয়ে যুক্তরাষ্ট্রের সঙ্গে আলোচনা চলছে। পররাষ্ট্রমন্ত্রী বলেন, আমরা আশা করি দুই দেশের সম্পর্ক আরও দৃঢ় হবে। bbox=[402, 1506, 592, 1564]
headline-washington: ওয়াশিংটন ডিসিতে bbox=[681, 424, 852, 451]
notice-signer-title: পরিচালক (চিকিৎসা শিক্ষা) bbox=[1369, 2300, 1479, 2312]
headline-dc-appointment: ডিসি নিয়োগের bbox=[1279, 285, 1417, 312]
article-text: (প্রথম পৃষ্ঠার পর) করছে শ্রীলঙ্কান ট্রিনাক্ষ পার্টি। দলটির নেতা মাইথ্রিপালা সিরিসেনা বলেছেন, 'আমাদের দল জনগণের পক্ষে।' বার্তা সংস্থা রয়টার্সের প্রতিবেদনে বলা হয়েছে, শ্রীলঙ্কান ট্রিডম পার্টি জোট ছাড়ায় রাজাপক্ষের সরকার সংখ্যাগরিষ্ঠতা হারানোর পথে। সরকারের এখন অবস্থান কঠিন হয়ে পড়েছে। দেশের সার্বিক পরিস্থিতি নিয়ন্ত্রণে প্রেসিডেন্ট গোতাবায়া রাজাপক্ষে সব দলকে সরকারে যোগ দেওয়ার আহ্বান জানিয়েছেন। ক্ষমতাসীন জোট থেকে বেরিয়ে যাওয়ার পর বিরোধী দলগুলো প্রেসিডেন্টের পদত্যাগের দাবি তুলেছে। সরকারের পক্ষ থেকে এখনো আনুষ্ঠানিক প্রতিক্রিয়া জানানো হয়নি। রাজাপক্ষে পরিবারের সদস্যরা সংসদে প্রভাবশালী। অর্থনৈতিক সংকটে জনগণের ক্ষোভ বাড়ছে। bbox=[14, 437, 392, 556]
brand-logo: উন্মেষ bbox=[1168, 1441, 1288, 1497]
notice-signer-phone: ফোন: ৪৪৮১১২০০ bbox=[1382, 2329, 1465, 2341]
headline-bnp-vote: বিএনপিকে ভোটে আনতে bbox=[88, 968, 319, 996]
article-text: (প্রথম পৃষ্ঠার পর) বাংলাদেশের রাষ্ট্রদূত বলেন, দুই দেশের সম্পর্কের ৫০ বছর পূর্তি উপলক্ষে নানা আয়োজন করা হয়েছে। বাংলাদেশের উন্নয়নে যুক্তরাষ্ট্রের সহযোগিতা অব্যাহত থাকবে বলে আশা প্রকাশ করেন তিনি। অনুষ্ঠানে যুক্তরাষ্ট্রের কর্মকর্তারা উপস্থিত ছিলেন। বক্তারা দুই দেশের বাণিজ্য, বিনিয়োগ ও জলবায়ু সহযোগিতা নিয়ে আলোচনা করেন। bbox=[601, 614, 931, 688]
date-weekday: বুধবার | ৬ এপ্রিল ২০২২ bbox=[1410, 50, 1554, 67]
column-4 bbox=[941, 153, 1134, 1769]
notice-gov: গণপ্রজাতন্ত্রী বাংলাদেশ সরকার bbox=[1076, 1793, 1254, 1809]
notice-memo-row bbox=[777, 1881, 1553, 1914]
article-text: (প্রথম পৃষ্ঠার পর) শিক্ষার্থীরা ওয়েবসাইট থেকে ফল জানতে পারবে। স্বাস্থ্য শিক্ষা অধিদফতর জানিয়েছে, মেধাতালিকা অনুযায়ী ভর্তি প্রক্রিয়া শুরু হবে। bbox=[601, 1904, 770, 1962]
article-text: রাশিয়া-ইউক্রেন যুদ্ধের পরও রূপপুর পারমাণবিক বিদ্যুৎ কেন্দ্রের নির্মাণ কাজে যে সব যন্ত্রপাতি আসার কথা, তা কোনো বিঘ্ন ছাড়াই আসছে। প্রকল্প সংশ্লিষ্টরা জানিয়েছেন, নির্ধারিত সময়ে কাজ শেষ করতে তারা আশাবাদী। bbox=[941, 355, 1134, 444]
obituary-text: রাজধানীর মিরপুরের কেজি স্কুলের ছাত্র আহমেদ মৃত্যুবরণ করেছেন। তার মৃত্যুতে পরিবার ও সহপাঠীদের মাঝে শোকের ছায়া নেমে এসেছে। bbox=[941, 680, 1134, 738]
signature bbox=[1279, 2228, 1432, 2277]
obituary-title: শোক সংবাদ bbox=[941, 543, 1134, 566]
article-text: (প্রথম পৃষ্ঠার পর) কথা দিয়ে তিনি বলেন, সব দল নির্বাচনে আসুক তা আমরা চাই। আওয়ামী লীগের সাধারণ সম্পাদক ও সড়ক পরিবহন ও সেতুমন্ত্রী ওবায়দুল কাদের বলেছেন, নির্বাচন কমিশন স্বাধীনভাবে কাজ করবে। বিএনপির উচিত নির্বাচনে অংশ নেওয়া। তিনি বলেন, শেখ হাসিনার নেতৃত্বে দেশ উন্নয়নের মহাসড়কে এগিয়ে যাচ্ছে। নির্বাচন নিয়ে ষড়যন্ত্র করে লাভ হবে না। জনগণ ভোট দিয়ে তাদের প্রতিনিধি নির্বাচন করবে। বিরোধী দলকে গণতান্ত্রিক প্রক্রিয়ায় অংশ নেওয়ার আহ্বান জানান তিনি। bbox=[14, 1377, 392, 1465]
section-title: খবর bbox=[1108, 46, 1180, 93]
nursing-phone: ফোন: ০১৭০৮-৮৬৯৯০০ bbox=[1182, 1716, 1297, 1729]
masthead bbox=[14, 11, 1554, 140]
notice-paragraph: আগামী ০৭/০৪/২০২২ খ্রি. হতে ১২/০৪/২০২২ খ্রি. তারিখের মধ্যে ১০০০/- টাকা ফি জমা দিয়ে ফলাফল পুনঃনিরীক্ষণের জন্য আবেদন করা যাবে। bbox=[796, 2081, 1399, 2093]
headline-sanction: নিষেধাজ্ঞা তুলতে bbox=[429, 1284, 564, 1308]
notice-date: তারিখ: ০৫-০৪-২০২২ খ্রি. bbox=[1423, 1891, 1537, 1903]
article-text: (প্রথম পৃষ্ঠার পর) হয়। সভায় গণপূর্ত থেকে অনুমোদিত ৪২টি চুক্তিভিত্তিক ফিশারিজ বিষয়ে আলোচনা হয়। কক্সবাজারে আধুনিক ফিশ ল্যান্ডিং সেন্টার নির্মাণের কাজ দ্রুত এগিয়ে নেওয়ার নির্দেশ দেওয়া হয়েছে। এতে মৎস্যজীবীরা উপকৃত হবেন। bbox=[1142, 237, 1554, 280]
article-text: (প্রথম পৃষ্ঠার পর) জনপ্রশাসন মন্ত্রণালয়ের কর্মকর্তারা বলেন, নতুন জেলা প্রশাসক নিয়োগের প্রক্রিয়া চলছে। যোগ্যতা ও অভিজ্ঞতার ভিত্তিতে কর্মকর্তাদের নির্বাচন করা হবে। মাঠ প্রশাসনে দক্ষ কর্মকর্তা পদায়নের লক্ষ্যে কাজ করছে সরকার। bbox=[1142, 367, 1554, 409]
notice-memo: স্মারক নম্বর: ৫৯.১৩.০০০০.১০৩.৩১.০০১.২২.১০২ bbox=[793, 1891, 1013, 1903]
column-1 bbox=[14, 153, 392, 2356]
notice-signer: অধ্যাপক ডাঃ এ কে এম আহসান হাবিব bbox=[1342, 2286, 1504, 2298]
article-text: রাশিয়া-ইউক্রেন যুদ্ধের পরও রূপপুর পারমাণবিক বিদ্যুৎ কেন্দ্রের নির্মাণ কাজে যে সব যন্ত্রপাতি আসার কথা, তা কোনো বিঘ্ন ছাড়াই আসছে। প্রকল্প সংশ্লিষ্টরা জানিয়েছেন, নির্ধারিত সময়ে কাজ শেষ করতে তারা আশাবাদী। bbox=[941, 261, 1134, 350]
column-divider bbox=[1137, 153, 1138, 1769]
article-text: (প্রথম পৃষ্ঠার পর) চাকরিতে প্রবেশের বয়সসীমা বাড়ানোর দাবি দীর্ঘদিনের। চাকরিপ্রত্যাশীরা বলেন, করোনার কারণে তারা দুই বছর হারিয়েছেন। তাই বয়সসীমা বাড়ানো জরুরি। জনপ্রশাসন মন্ত্রণালয় বিষয়টি বিবেচনা করছে বলে জানা গেছে। bbox=[402, 907, 592, 996]
